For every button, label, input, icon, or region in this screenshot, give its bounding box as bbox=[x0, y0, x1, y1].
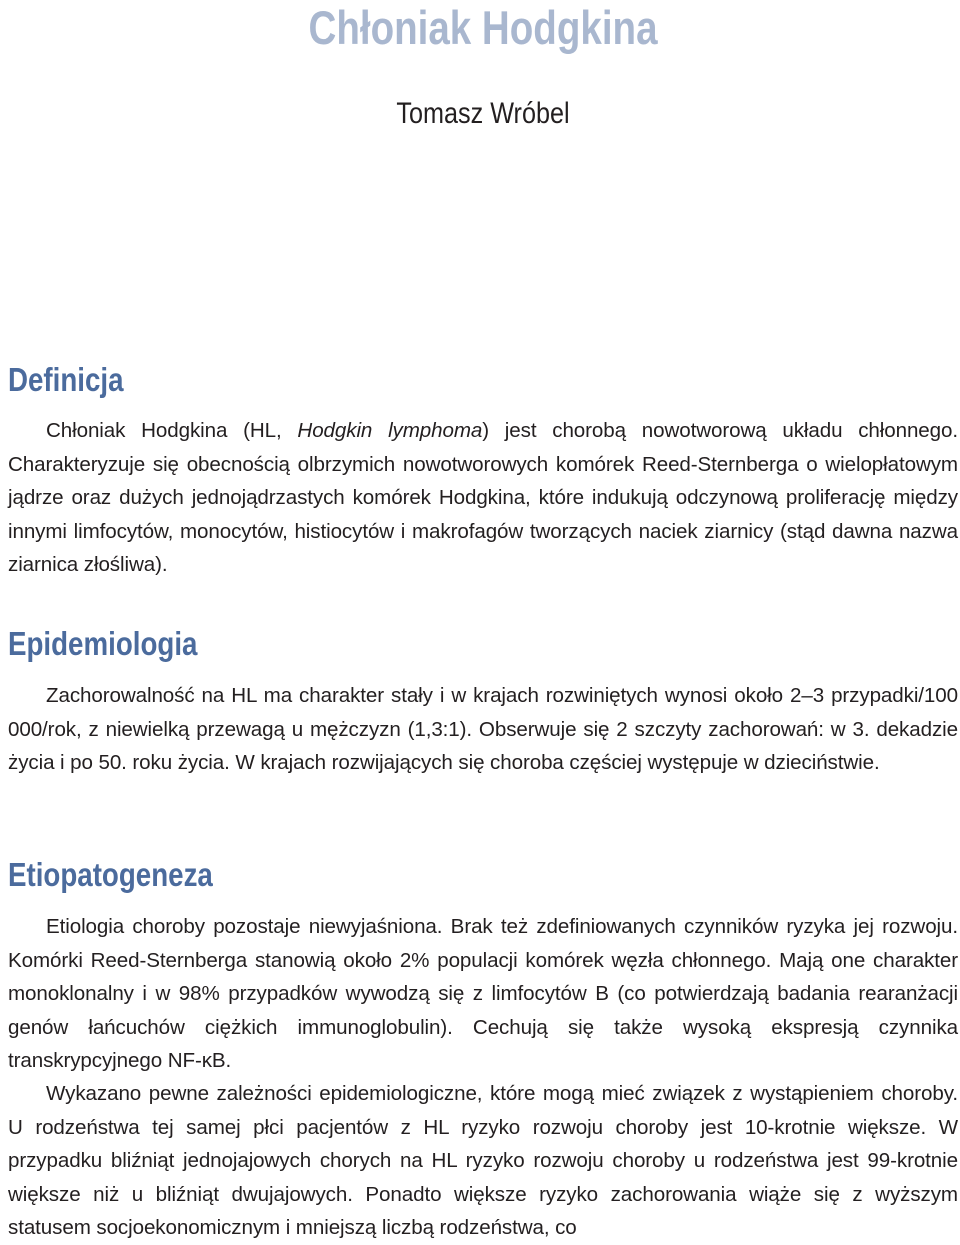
document-title: Chłoniak Hodgkina bbox=[308, 1, 658, 54]
section-heading-epidemiologia: Epidemiologia bbox=[8, 625, 198, 662]
paragraph-italic-term: Hodgkin lymphoma bbox=[297, 419, 483, 442]
section-heading-etiopatogeneza: Etiopatogeneza bbox=[8, 856, 213, 893]
paragraph-epidemiologia: Zachorowalność na HL ma charakter stały i w krajach rozwiniętych wynosi około 2–3 przypadki/100 000/rok, z niewielką przewagą u mężczyzn (1,3:1). Obserwuje się 2 szczyty zachorowań: w 3. dekadzie życia i po 50. roku życia. W krajach rozwijających się choroba częściej występuje w dzieciństwie. bbox=[8, 684, 958, 774]
author-name: Tomasz Wróbel bbox=[396, 97, 570, 130]
paragraph-etiopatogeneza-2: Wykazano pewne zależności epidemiologiczne, które mogą mieć związek z wystąpieniem choroby. U rodzeństwa tej samej płci pacjentów z HL ryzyko rozwoju choroby jest 10-krotnie większe. W przypadku bliźniąt jednojajowych chorych na HL ryzyko rozwoju choroby u rodzeństwa jest 99-krotnie większe niż u bliźniąt dwujajowych. Ponadto większe ryzyko zachorowania wiąże się z wyższym statusem socjoekonomicznym i mniejszą liczbą rodzeństwa, co bbox=[8, 1082, 958, 1239]
paragraph-text: Chłoniak Hodgkina (HL, bbox=[46, 419, 298, 442]
paragraph-etiopatogeneza-1: Etiologia choroby pozostaje niewyjaśniona. Brak też zdefiniowanych czynników ryzyka jej rozwoju. Komórki Reed-Sternberga stanowią około 2% populacji komórek węzła chłonnego. Mają one charakter monoklonalny i w 98% przypadków wywodzą się z limfocytów B (co potwierdzają badania rearanżacji genów łańcuchów ciężkich immunoglobulin). Cechują się także wysoką ekspresją czynnika transkrypcyjnego NF-κB. bbox=[8, 915, 958, 1072]
paragraph-text: ) jest chorobą nowotworową układu chłonnego. Charakteryzuje się obecnością olbrzymich nowotworowych komórek Reed-Sternberga o wielopłatowym jądrze oraz dużych jednojądrzastych komórek Hodgkina, które indukują odczynową proliferację między innymi limfocytów, monocytów, histiocytów i makrofagów tworzących naciek ziarnicy (stąd dawna nazwa ziarnica złośliwa). bbox=[8, 419, 958, 576]
paragraph-definicja bbox=[8, 414, 958, 582]
section-heading-definicja: Definicja bbox=[8, 361, 124, 398]
